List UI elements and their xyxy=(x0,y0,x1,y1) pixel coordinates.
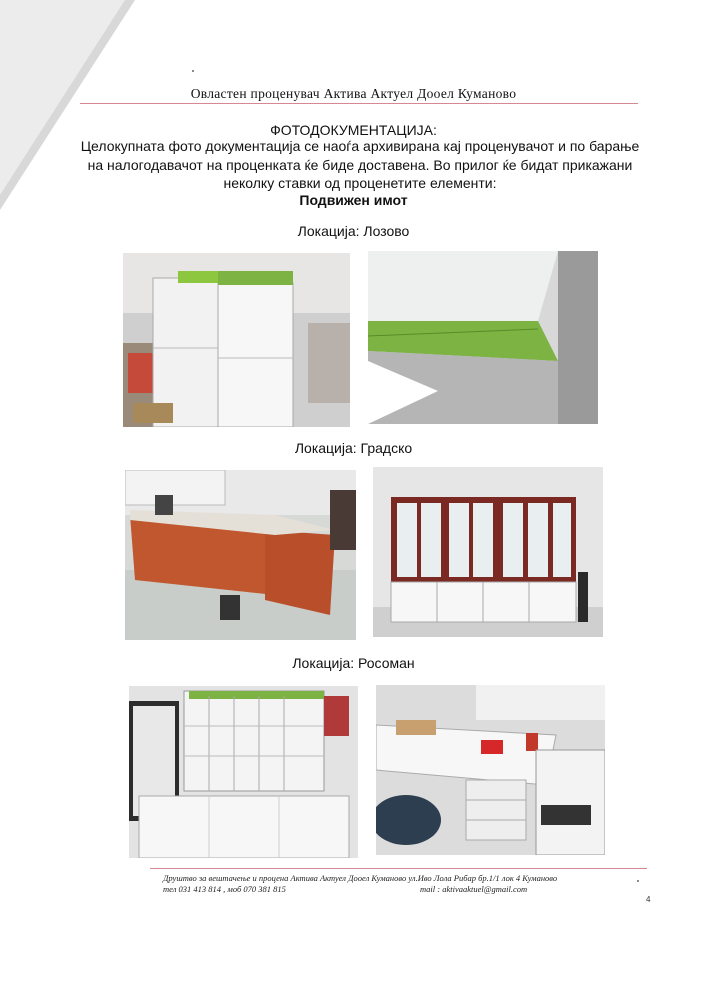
location-label-rosoman: Локација: Росоман xyxy=(292,655,415,671)
intro-line: Целокупната фото документација се наоѓа архивирана кај проценувачот и по барање xyxy=(80,138,640,154)
intro-paragraph xyxy=(80,137,640,193)
photo-gradsko-cabinet xyxy=(373,467,603,637)
photo-rosoman-desk xyxy=(376,685,605,855)
document-title: ФОТОДОКУМЕНТАЦИЈА: xyxy=(270,122,437,138)
photo-lozovo-glass-detail xyxy=(368,251,598,424)
scan-speck xyxy=(637,880,639,882)
header-rule xyxy=(80,103,638,104)
section-title: Подвижен имот xyxy=(299,192,408,208)
location-label-lozovo: Локација: Лозово xyxy=(297,223,410,239)
footer-phone: тел 031 413 814 , моб 070 381 815 xyxy=(163,884,286,894)
intro-line: неколку ставки од проценетите елементи: xyxy=(223,175,497,191)
footer-rule xyxy=(150,868,647,869)
footer-company-address: Друштво за вештачење и процена Актива Актуел Дооел Куманово ул.Иво Лола Рибар бр.1/1 лок 4 Куманово xyxy=(163,873,558,883)
photo-gradsko-counter xyxy=(125,470,356,640)
header-company-name: Овластен проценувач Актива Актуел Дооел Куманово xyxy=(190,86,517,101)
footer-email: mail : aktivaaktuel@gmail.com xyxy=(420,884,528,894)
scan-speck xyxy=(192,70,194,72)
photo-rosoman-shelving xyxy=(129,686,358,858)
page-number: 4 xyxy=(646,895,651,904)
photo-lozovo-shelves xyxy=(123,253,350,427)
intro-line: на налогодавачот на проценката ќе биде доставена. Во прилог ќе бидат прикажани xyxy=(87,156,633,173)
location-label-gradsko: Локација: Градско xyxy=(294,440,413,456)
